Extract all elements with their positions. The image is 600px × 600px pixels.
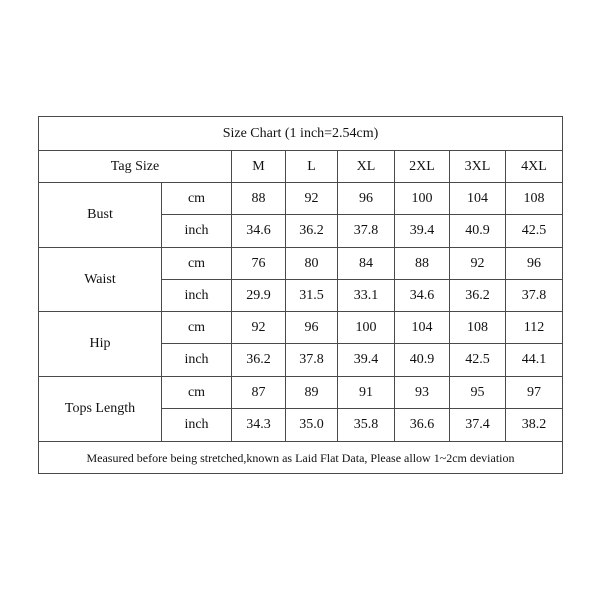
size-header-cell: 2XL (395, 151, 450, 183)
value-cell-cm: 96 (338, 183, 395, 215)
unit-cm-label: cm (162, 183, 232, 215)
value-cell-cm: 104 (450, 183, 506, 215)
value-cell-inch: 35.0 (286, 409, 338, 442)
value-cell-cm: 100 (338, 312, 395, 344)
value-cell-cm: 97 (506, 377, 563, 409)
value-cell-cm: 96 (286, 312, 338, 344)
size-header-cell: XL (338, 151, 395, 183)
value-cell-inch: 39.4 (395, 215, 450, 248)
measurement-label: Tops Length (39, 377, 162, 442)
value-cell-inch: 44.1 (506, 344, 563, 377)
value-cell-cm: 92 (450, 248, 506, 280)
tag-size-header: Tag Size (39, 151, 232, 183)
size-header-cell: 4XL (506, 151, 563, 183)
value-cell-inch: 40.9 (450, 215, 506, 248)
unit-inch-label: inch (162, 409, 232, 442)
value-cell-inch: 34.6 (395, 280, 450, 312)
value-cell-cm: 89 (286, 377, 338, 409)
unit-cm-label: cm (162, 312, 232, 344)
value-cell-inch: 37.8 (506, 280, 563, 312)
value-cell-cm: 76 (232, 248, 286, 280)
size-header-cell: L (286, 151, 338, 183)
value-cell-cm: 91 (338, 377, 395, 409)
unit-inch-label: inch (162, 215, 232, 248)
value-cell-inch: 29.9 (232, 280, 286, 312)
value-cell-inch: 36.6 (395, 409, 450, 442)
value-cell-inch: 37.8 (338, 215, 395, 248)
chart-title: Size Chart (1 inch=2.54cm) (39, 117, 563, 151)
value-cell-inch: 34.6 (232, 215, 286, 248)
unit-cm-label: cm (162, 248, 232, 280)
value-cell-cm: 80 (286, 248, 338, 280)
measurement-row-cm (39, 248, 563, 280)
value-cell-inch: 42.5 (450, 344, 506, 377)
unit-inch-label: inch (162, 280, 232, 312)
value-cell-cm: 112 (506, 312, 563, 344)
value-cell-cm: 88 (232, 183, 286, 215)
value-cell-inch: 34.3 (232, 409, 286, 442)
value-cell-cm: 100 (395, 183, 450, 215)
size-chart-table (38, 116, 563, 474)
value-cell-cm: 92 (286, 183, 338, 215)
measurement-label: Bust (39, 183, 162, 248)
value-cell-inch: 36.2 (450, 280, 506, 312)
unit-cm-label: cm (162, 377, 232, 409)
value-cell-cm: 87 (232, 377, 286, 409)
value-cell-inch: 38.2 (506, 409, 563, 442)
value-cell-cm: 108 (450, 312, 506, 344)
deviation-note: Measured before being stretched,known as Laid Flat Data, Please allow 1~2cm deviation (39, 442, 563, 474)
value-cell-cm: 88 (395, 248, 450, 280)
value-cell-cm: 93 (395, 377, 450, 409)
measurement-row-cm (39, 312, 563, 344)
value-cell-inch: 37.8 (286, 344, 338, 377)
value-cell-cm: 96 (506, 248, 563, 280)
value-cell-cm: 95 (450, 377, 506, 409)
value-cell-inch: 33.1 (338, 280, 395, 312)
unit-inch-label: inch (162, 344, 232, 377)
value-cell-inch: 36.2 (232, 344, 286, 377)
value-cell-inch: 42.5 (506, 215, 563, 248)
size-header-cell: 3XL (450, 151, 506, 183)
size-header-cell: M (232, 151, 286, 183)
measurement-label: Hip (39, 312, 162, 377)
value-cell-inch: 37.4 (450, 409, 506, 442)
value-cell-cm: 104 (395, 312, 450, 344)
value-cell-cm: 92 (232, 312, 286, 344)
measurement-label: Waist (39, 248, 162, 312)
value-cell-inch: 40.9 (395, 344, 450, 377)
measurement-row-cm (39, 183, 563, 215)
value-cell-cm: 108 (506, 183, 563, 215)
value-cell-inch: 31.5 (286, 280, 338, 312)
value-cell-inch: 36.2 (286, 215, 338, 248)
value-cell-inch: 35.8 (338, 409, 395, 442)
value-cell-cm: 84 (338, 248, 395, 280)
measurement-row-cm (39, 377, 563, 409)
value-cell-inch: 39.4 (338, 344, 395, 377)
